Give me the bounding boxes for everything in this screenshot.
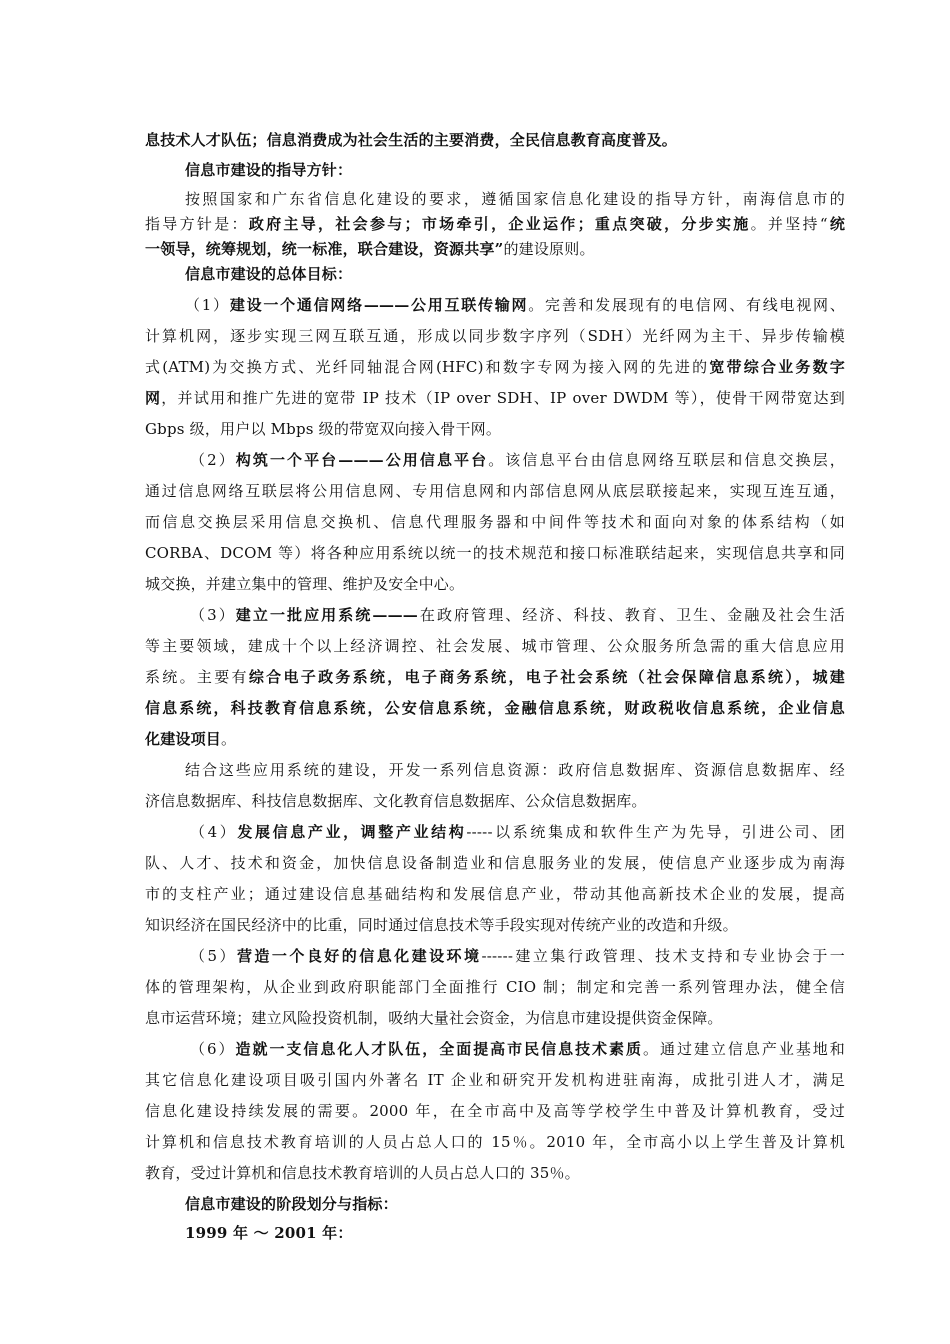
bold-run: 综合电子政务系统，电子商务系统，电子社会系统（社会保障信息系统），城建	[248, 668, 845, 686]
paragraph-line	[145, 1099, 845, 1123]
section-heading-stages: 信息市建设的阶段划分与指标：	[185, 1195, 398, 1213]
paragraph-line	[145, 789, 845, 813]
paragraph-line	[145, 975, 845, 999]
section-heading-guiding-policy: 信息市建设的指导方针：	[185, 161, 353, 179]
paragraph-line	[145, 634, 845, 658]
text-run: 。	[221, 730, 237, 748]
paragraph-line	[145, 510, 845, 534]
text-run: 息市运营环境；建立风险投资机制，吸纳大量社会资金，为信息市建设提供资金保障。	[145, 1009, 723, 1027]
paragraph-line	[190, 603, 845, 627]
paragraph-line	[185, 293, 845, 317]
paragraph-line	[190, 820, 845, 844]
paragraph-line	[145, 851, 845, 875]
bold-run: 营造一个良好的信息化建设环境	[236, 947, 482, 965]
paragraph-line	[190, 448, 845, 472]
paragraph-line	[145, 212, 845, 236]
text-run: （1）	[185, 296, 230, 314]
bold-run: 网	[145, 389, 162, 407]
paragraph-line	[145, 665, 845, 689]
text-run: （5）	[190, 947, 237, 965]
bold-run: 政府主导，社会参与；市场牵引，企业运作；重点突破，分步实施	[248, 215, 751, 233]
text-run: （4）	[190, 823, 238, 841]
text-run: 市的支柱产业；通过建设信息基础结构和发展信息产业，带动其他高新技术企业的发展，提高	[145, 885, 845, 903]
paragraph-line	[185, 187, 845, 211]
text-run: 知识经济在国民经济中的比重，同时通过信息技术等手段实现对传统产业的改造和升级。	[145, 916, 738, 934]
paragraph-line	[145, 128, 845, 152]
text-run: ，并试用和推广先进的宽带 IP 技术（IP over SDH、IP over DWDM 等），使骨干网带宽达到	[161, 389, 845, 407]
text-run: 。并坚持“	[750, 215, 828, 233]
paragraph-line	[145, 1130, 845, 1154]
paragraph-line	[145, 727, 845, 751]
bold-run: 化建设项目	[145, 730, 222, 748]
bold-run: 发展信息产业，调整产业结构	[237, 823, 467, 841]
bold-run: 造就一支信息化人才队伍，全面提高市民信息技术素质	[235, 1040, 643, 1058]
paragraph-line	[145, 913, 845, 937]
bold-run: 信息系统，科技教育信息系统，公安信息系统，金融信息系统，财政税收信息系统，企业信息	[145, 699, 845, 717]
text-run: 息技术人才队伍；信息消费成为社会生活的主要消费，全民信息教育高度普及。	[145, 131, 678, 149]
text-run: -----以系统集成和软件生产为先导，引进公司、团	[466, 823, 845, 841]
paragraph-line	[190, 1037, 845, 1061]
paragraph-line	[145, 355, 845, 379]
bold-run: 统	[827, 215, 846, 233]
paragraph-line	[145, 882, 845, 906]
text-run: 教育，受过计算机和信息技术教育培训的人员占总人口的 35％。	[145, 1164, 580, 1182]
paragraph-line	[145, 572, 845, 596]
text-run: （3）	[190, 606, 236, 624]
text-run: 计算机和信息技术教育培训的人员占总人口的 15％。2010 年，全市高小以上学生普及计算机	[145, 1133, 845, 1151]
text-run: ------建立集行政管理、技术支持和专业协会于一	[481, 947, 845, 965]
text-run: 信息化建设持续发展的需要。2000 年，在全市高中及高等学校学生中普及计算机教育，受过	[145, 1102, 845, 1120]
paragraph-line	[145, 1006, 845, 1030]
text-run: （2）	[190, 451, 236, 469]
text-run: Gbps 级，用户以 Mbps 级的带宽双向接入骨干网。	[145, 420, 502, 438]
text-run: 系统。主要有	[145, 668, 249, 686]
paragraph-line	[145, 1161, 845, 1185]
text-run: 按照国家和广东省信息化建设的要求，遵循国家信息化建设的指导方针，南海信息市的	[185, 190, 845, 208]
text-run: CORBA、DCOM 等）将各种应用系统以统一的技术规范和接口标准联结起来，实现信息共享和同	[145, 544, 845, 562]
paragraph-line	[145, 417, 845, 441]
paragraph-line	[145, 696, 845, 720]
bold-run: 建立一批应用系统———	[235, 606, 419, 624]
text-run: 在政府管理、经济、科技、教育、卫生、金融及社会生活	[418, 606, 845, 624]
text-run: 。该信息平台由信息网络互联层和信息交换层，	[488, 451, 845, 469]
text-run: 。通过建立信息产业基地和	[643, 1040, 845, 1058]
bold-run: 建设一个通信网络———公用互联传输网	[229, 296, 529, 314]
paragraph-line	[145, 1068, 845, 1092]
text-run: 。完善和发展现有的电信网、有线电视网、	[528, 296, 845, 314]
paragraph-line	[145, 237, 845, 261]
text-run: （6）	[190, 1040, 236, 1058]
text-run: 等主要领域，建成十个以上经济调控、社会发展、城市管理、公众服务所急需的重大信息应用	[145, 637, 845, 655]
paragraph-line	[145, 386, 845, 410]
text-run: 计算机网，逐步实现三网互联互通，形成以同步数字序列（SDH）光纤网为主干、异步传输模	[145, 327, 845, 345]
text-run: 其它信息化建设项目吸引国内外著名 IT 企业和研究开发机构进驻南海，成批引进人才，满足	[145, 1071, 845, 1089]
text-run: 通过信息网络互联层将公用信息网、专用信息网和内部信息网从底层联接起来，实现互连互通，	[145, 482, 845, 500]
stage-period-heading: 1999 年 ～ 2001 年：	[185, 1224, 353, 1242]
bold-run: 一领导，统筹规划，统一标准，联合建设，资源共享”	[145, 240, 504, 258]
text-run: 结合这些应用系统的建设，开发一系列信息资源：政府信息数据库、资源信息数据库、经	[185, 761, 845, 779]
text-run: 式(ATM)为交换方式、光纤同轴混合网(HFC)和数字专网为接入网的先进的	[145, 358, 710, 376]
paragraph-line	[145, 479, 845, 503]
bold-run: 构筑一个平台———公用信息平台	[235, 451, 489, 469]
section-heading-overall-goals: 信息市建设的总体目标：	[185, 265, 353, 283]
text-run: 指导方针是：	[145, 215, 249, 233]
bold-run: 宽带综合业务数字	[709, 358, 845, 376]
text-run: 而信息交换层采用信息交换机、信息代理服务器和中间件等技术和面向对象的体系结构（如	[145, 513, 845, 531]
text-run: 体的管理架构，从企业到政府职能部门全面推行 CIO 制；制定和完善一系列管理办法，健全信	[145, 978, 845, 996]
text-run: 城交换，并建立集中的管理、维护及安全中心。	[145, 575, 465, 593]
paragraph-line	[145, 541, 845, 565]
paragraph-line	[185, 758, 845, 782]
text-run: 队、人才、技术和资金，加快信息设备制造业和信息服务业的发展，使信息产业逐步成为南海	[145, 854, 845, 872]
paragraph-line	[190, 944, 845, 968]
text-run: 济信息数据库、科技信息数据库、文化教育信息数据库、公众信息数据库。	[145, 792, 647, 810]
text-run: 的建设原则。	[503, 240, 595, 258]
paragraph-line	[145, 324, 845, 348]
